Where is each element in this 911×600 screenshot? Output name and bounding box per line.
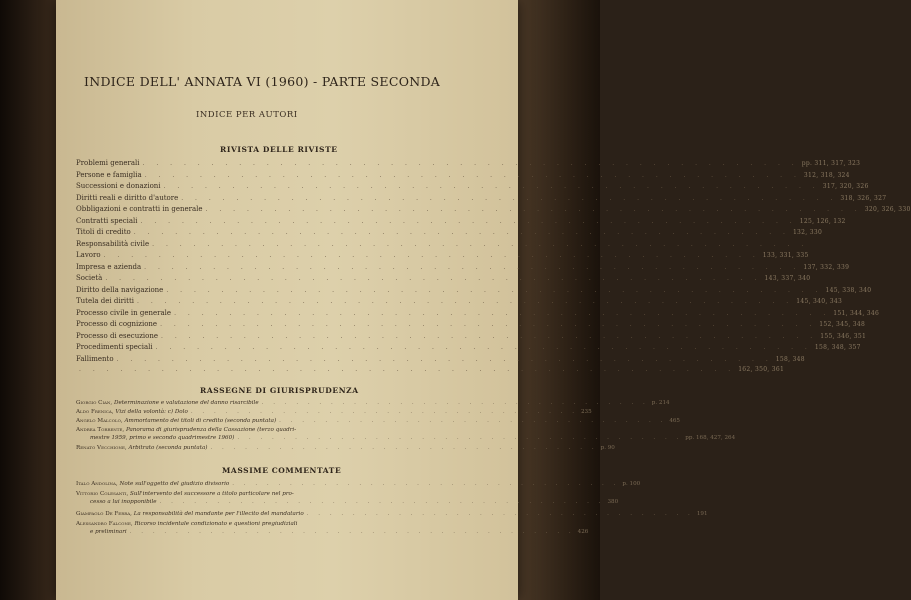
massime-entry (76, 491, 619, 506)
leader-dots: . . . . . . . . . . . . . . . . . . . . . . . . . . . . . . . . . . (279, 418, 667, 424)
index-row-label: Processo di cognizione (76, 320, 158, 328)
leader-dots: . . . . . . . . . . . . . . . . . . . . . . . . . . . . . . . . . . (261, 400, 649, 406)
index-row-label: Impresa e azienda (76, 262, 142, 271)
index-row-label: Titoli di credito (76, 228, 131, 236)
index-row-label: Responsabilità civile (76, 239, 150, 248)
index-row-pages: 145, 338, 340 (825, 286, 872, 294)
index-row (76, 308, 880, 321)
leader-dots: . . . . . . . . . . . . . . . . . . . . . . . . . . . . . . . . . . . . . . . . . . . . . . . . (152, 240, 809, 248)
entry-author: Giampaolo De Ferra, (76, 511, 132, 517)
index-row-label: Società (76, 274, 103, 282)
leader-dots: . . . . . . . . . . . . . . . . . . . . . . . . . . . . . . . . . . . . . . . . . . . . . . . . (161, 332, 818, 340)
entry-pages: 380 (607, 498, 619, 505)
index-row (76, 262, 850, 275)
leader-dots: . . . . . . . . . . . . . . . . . . . . . . . . . . . . . . . . . . . . . . . . . . . . . . . . (103, 252, 760, 259)
index-row-label: Problemi generali (76, 159, 140, 167)
rassegne-entry (76, 445, 615, 453)
leader-dots: . . . . . . . . . . . . . . . . . . . . . . . . . . . . . . . . . . . . . . . . . . . . . . . . (133, 229, 790, 236)
index-row-label: Obbligazioni e contratti in generale (76, 205, 203, 213)
index-row-label: Successioni e donazioni (76, 182, 161, 190)
index-row-pages: 162, 350, 361 (738, 366, 785, 373)
entry-author: Italo Andolina, (76, 481, 118, 487)
leader-dots: . . . . . . . . . . . . . . . . . . . . . . . . . . . . . . . . . . . . . . . . . . . . . . . . (140, 217, 797, 225)
leader-dots: . . . . . . . . . . . . . . . . . . . . . . . . . . . . . . . . . . . . . . . . . . . . . . . . (142, 160, 799, 167)
index-row-pages: 312, 318, 324 (803, 171, 850, 179)
leader-dots: . . . . . . . . . . . . . . . . . . . . . . . . . . . . . . . . . . . . . . . . . . . . . . . . (205, 206, 862, 213)
entry-title-continued: mestre 1959, primo e secondo quadrimestre 1960) (90, 434, 235, 441)
entry-title-continued: cesso a lui inopponibile (90, 498, 157, 505)
index-row-label: Diritti reali e diritto d'autore (76, 193, 179, 202)
index-row (76, 354, 805, 367)
entry-title: La responsabilità del mandante per l'illecito del mandatario (133, 511, 304, 517)
entry-title: Note sull'oggetto del giudizio divisorio (119, 481, 230, 487)
leader-dots: . . . . . . . . . . . . . . . . . . . . . . . . . . . . . . . . . . . . . . . . . . . . . . . . (163, 183, 820, 190)
index-row (76, 251, 809, 263)
index-row-pages: 137, 332, 339 (803, 263, 850, 271)
index-row-pages: 155, 346, 351 (820, 332, 867, 340)
entry-pages: p. 214 (651, 400, 670, 406)
section-heading-riviste: RIVISTA DELLE RIVISTE (220, 145, 338, 154)
index-row-pages: 320, 326, 330 (864, 206, 911, 213)
entry-pages: p. 100 (622, 481, 641, 487)
index-row-pages: 133, 331, 335 (762, 252, 809, 259)
index-row-label: Persone e famiglia (76, 170, 142, 179)
leader-dots: . . . . . . . . . . . . . . . . . . . . . . . . . . . . . . . . . . . . . . . . . . . . . . . . (155, 344, 812, 351)
index-row (76, 320, 866, 332)
leader-dots: . . . . . . . . . . . . . . . . . . . . . . . . . . . . . . . . . . . . . . . . . . . . . . . . (137, 298, 794, 305)
index-row-label: Processo civile in generale (76, 308, 172, 317)
entry-title: Determinazione e valutazione del danno risarcibile (113, 400, 259, 406)
index-row (76, 205, 911, 217)
entry-title: Panorama di giurisprudenza della Cassazione (terzo quadri- (125, 427, 297, 433)
entry-author: Renato Vecchione, (76, 445, 127, 451)
index-row-label: Contratti speciali (76, 216, 138, 225)
entry-title: Ammortamento dei titoli di credito (seconda puntata) (124, 418, 277, 424)
page-title: INDICE DELL' ANNATA VI (1960) - PARTE SECONDA (84, 74, 441, 89)
rassegne-entry (76, 418, 680, 426)
leader-dots: . . . . . . . . . . . . . . . . . . . . . . . . . . . . . . . . . . . . . . . . . . . . . . . . (79, 366, 736, 373)
index-row (76, 285, 872, 298)
leader-dots: . . . . . . . . . . . . . . . . . . . . . . . . . . . . . . . . . . (210, 445, 598, 451)
massime-entry (76, 481, 641, 489)
rassegne-entry (76, 427, 736, 442)
entry-pages: 191 (696, 511, 708, 517)
section-heading-rassegne: RASSEGNE DI GIURISPRUDENZA (200, 386, 359, 395)
index-row (76, 193, 887, 206)
entry-title-continued: e preliminari (90, 528, 127, 535)
leader-dots: . . . . . . . . . . . . . . . . . . . . . . . . . . . . . . . . . . (306, 511, 694, 517)
index-row-label: Diritto della navigazione (76, 285, 164, 294)
entry-title: Arbitrato (seconda puntata) (128, 445, 208, 451)
index-row-pages: 143, 337, 340 (764, 275, 811, 282)
index-row (76, 239, 809, 252)
entry-author: Aldo Frenica, (76, 409, 114, 415)
index-row (76, 297, 843, 309)
leader-dots: . . . . . . . . . . . . . . . . . . . . . . . . . . . . . . . . . . (232, 481, 620, 487)
index-row (76, 182, 869, 194)
entry-pages: pp. 168, 427, 264 (685, 434, 736, 441)
leader-dots: . . . . . . . . . . . . . . . . . . . . . . . . . . . . . . . . . . . . . . . . . . . . . . . . (174, 309, 831, 317)
index-row-label: Procedimenti speciali (76, 343, 153, 351)
index-row-label: Fallimento (76, 354, 114, 363)
entry-author: Giorgio Cian, (76, 400, 113, 406)
entry-title: Ricorso incidentale condizionato e questioni pregiudiziali (134, 521, 298, 527)
entry-pages: 235 (580, 409, 592, 415)
entry-pages: 426 (577, 528, 589, 535)
leader-dots: . . . . . . . . . . . . . . . . . . . . . . . . . . . . . . . . . . . . . . . (159, 498, 605, 505)
index-row-label: Processo di esecuzione (76, 331, 159, 340)
left-shadow (0, 0, 56, 600)
massime-entry (76, 511, 708, 519)
entry-pages: 465 (669, 418, 680, 424)
entry-author: Andrea Torrente, (76, 427, 125, 433)
leader-dots: . . . . . . . . . . . . . . . . . . . . . . . . . . . . . . . . . . . . . . . . . . . . . . . . (166, 286, 823, 294)
index-row-pages: 158, 348 (775, 355, 805, 363)
index-row-pages: 151, 344, 346 (833, 309, 880, 317)
entry-author: Angelo Malcolo, (76, 418, 123, 424)
index-row-pages: 318, 326, 327 (840, 194, 887, 202)
index-row-label: Tutela dei diritti (76, 297, 135, 305)
index-row-pages: 132, 330 (792, 229, 823, 236)
entry-author: Alessandro Falcone, (76, 521, 133, 527)
index-row (76, 366, 785, 378)
index-row-pages: 158, 348, 357 (814, 344, 861, 351)
leader-dots: . . . . . . . . . . . . . . . . . . . . . . . . . . . . . . . . . . . . . . . (237, 434, 683, 441)
index-row (76, 331, 867, 344)
index-row (76, 274, 811, 286)
index-row (76, 343, 861, 355)
leader-dots: . . . . . . . . . . . . . . . . . . . . . . . . . . . . . . . . . . . . . . . . . . . . . . . . (144, 263, 801, 271)
section-heading-massime: MASSIME COMMENTATE (222, 466, 342, 475)
index-row (76, 228, 823, 240)
leader-dots: . . . . . . . . . . . . . . . . . . . . . . . . . . . . . . . . . . . . . . . . . . . . . . . . (105, 275, 762, 282)
page-subtitle: INDICE PER AUTORI (196, 110, 298, 120)
leader-dots: . . . . . . . . . . . . . . . . . . . . . . . . . . . . . . . . . . . . . . . (129, 528, 575, 535)
entry-author: Vittorio Colesanti, (76, 491, 129, 497)
leader-dots: . . . . . . . . . . . . . . . . . . . . . . . . . . . . . . . . . . . . . . . . . . . . . . . . (144, 171, 801, 179)
entry-title: Vizi della volontà: c) Dolo (115, 409, 188, 415)
index-row-pages: pp. 311, 317, 323 (801, 160, 861, 167)
rassegne-entry (76, 400, 670, 408)
entry-title: Sull'intervento del successore a titolo particolare nel pro- (130, 491, 294, 497)
index-row-pages: 317, 320, 326 (822, 183, 869, 190)
index-row (76, 216, 846, 229)
leader-dots: . . . . . . . . . . . . . . . . . . . . . . . . . . . . . . . . . . . . . . . . . . . . . . . . (181, 194, 838, 202)
leader-dots: . . . . . . . . . . . . . . . . . . . . . . . . . . . . . . . . . . . . . . . . . . . . . . . . (160, 321, 817, 328)
rassegne-entry (76, 409, 592, 417)
massime-entry (76, 521, 589, 536)
index-row-label: Lavoro (76, 251, 101, 259)
index-row-pages: 145, 340, 343 (796, 298, 843, 305)
leader-dots: . . . . . . . . . . . . . . . . . . . . . . . . . . . . . . . . . . (190, 409, 578, 415)
index-row-pages: 152, 345, 348 (819, 321, 866, 328)
leader-dots: . . . . . . . . . . . . . . . . . . . . . . . . . . . . . . . . . . . . . . . . . . . . . . . . (116, 355, 773, 363)
entry-pages: p. 90 (600, 445, 615, 451)
index-row-pages: 125, 126, 132 (799, 217, 846, 225)
index-row (76, 159, 861, 171)
index-row (76, 170, 850, 183)
